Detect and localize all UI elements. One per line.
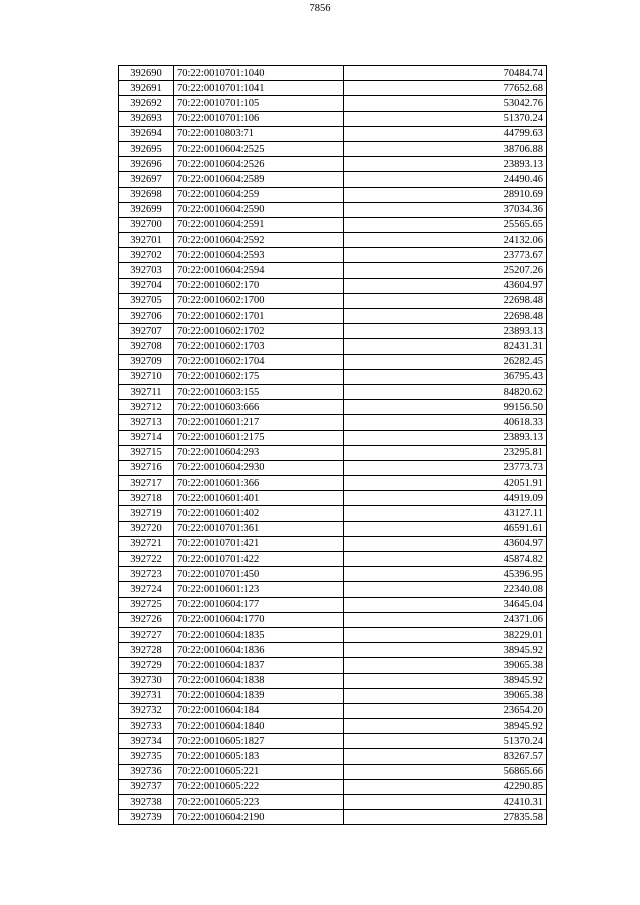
cadastral-number-cell: 70:22:0010605:1827 — [174, 734, 344, 749]
cadastral-number-cell: 70:22:0010604:177 — [174, 597, 344, 612]
table-body — [119, 66, 547, 825]
table-row — [119, 66, 547, 81]
cadastral-number-cell: 70:22:0010604:2526 — [174, 157, 344, 172]
value-cell: 22698.48 — [344, 293, 547, 308]
value-cell: 43604.97 — [344, 278, 547, 293]
row-number-cell: 392729 — [119, 658, 174, 673]
cadastral-number-cell: 70:22:0010601:123 — [174, 582, 344, 597]
value-cell: 23893.13 — [344, 157, 547, 172]
table-row — [119, 521, 547, 536]
row-number-cell: 392722 — [119, 552, 174, 567]
value-cell: 56865.66 — [344, 764, 547, 779]
value-cell: 99156.50 — [344, 400, 547, 415]
cadastral-number-cell: 70:22:0010701:450 — [174, 567, 344, 582]
cadastral-number-cell: 70:22:0010602:1702 — [174, 324, 344, 339]
row-number-cell: 392695 — [119, 141, 174, 156]
cadastral-number-cell: 70:22:0010604:2590 — [174, 202, 344, 217]
value-cell: 40618.33 — [344, 415, 547, 430]
table-row — [119, 460, 547, 475]
row-number-cell: 392706 — [119, 309, 174, 324]
table-row — [119, 795, 547, 810]
value-cell: 46591.61 — [344, 521, 547, 536]
cadastral-number-cell: 70:22:0010602:1703 — [174, 339, 344, 354]
value-cell: 38706.88 — [344, 141, 547, 156]
cadastral-number-cell: 70:22:0010701:1040 — [174, 66, 344, 81]
row-number-cell: 392726 — [119, 612, 174, 627]
row-number-cell: 392708 — [119, 339, 174, 354]
row-number-cell: 392732 — [119, 703, 174, 718]
cadastral-number-cell: 70:22:0010605:222 — [174, 779, 344, 794]
value-cell: 38945.92 — [344, 643, 547, 658]
cadastral-number-cell: 70:22:0010602:1700 — [174, 293, 344, 308]
table-row — [119, 703, 547, 718]
value-cell: 22698.48 — [344, 309, 547, 324]
value-cell: 23893.13 — [344, 430, 547, 445]
row-number-cell: 392712 — [119, 400, 174, 415]
row-number-cell: 392731 — [119, 688, 174, 703]
cadastral-number-cell: 70:22:0010604:259 — [174, 187, 344, 202]
table-row — [119, 673, 547, 688]
row-number-cell: 392721 — [119, 536, 174, 551]
cadastral-number-cell: 70:22:0010601:366 — [174, 476, 344, 491]
row-number-cell: 392691 — [119, 81, 174, 96]
cadastral-number-cell: 70:22:0010601:217 — [174, 415, 344, 430]
row-number-cell: 392704 — [119, 278, 174, 293]
value-cell: 23654.20 — [344, 703, 547, 718]
row-number-cell: 392719 — [119, 506, 174, 521]
table-row — [119, 476, 547, 491]
cadastral-number-cell: 70:22:0010601:401 — [174, 491, 344, 506]
value-cell: 23773.73 — [344, 460, 547, 475]
row-number-cell: 392697 — [119, 172, 174, 187]
cadastral-number-cell: 70:22:0010601:2175 — [174, 430, 344, 445]
value-cell: 23773.67 — [344, 248, 547, 263]
value-cell: 23893.13 — [344, 324, 547, 339]
cadastral-number-cell: 70:22:0010701:361 — [174, 521, 344, 536]
table-row — [119, 309, 547, 324]
value-cell: 38229.01 — [344, 627, 547, 642]
table-row — [119, 688, 547, 703]
table-row — [119, 552, 547, 567]
table-row — [119, 141, 547, 156]
table-row — [119, 263, 547, 278]
row-number-cell: 392693 — [119, 111, 174, 126]
row-number-cell: 392700 — [119, 217, 174, 232]
cadastral-number-cell: 70:22:0010605:221 — [174, 764, 344, 779]
table-row — [119, 536, 547, 551]
table-row — [119, 187, 547, 202]
table-row — [119, 749, 547, 764]
table-row — [119, 491, 547, 506]
value-cell: 38945.92 — [344, 673, 547, 688]
row-number-cell: 392730 — [119, 673, 174, 688]
value-cell: 43127.11 — [344, 506, 547, 521]
row-number-cell: 392723 — [119, 567, 174, 582]
cadastral-number-cell: 70:22:0010604:1839 — [174, 688, 344, 703]
row-number-cell: 392701 — [119, 233, 174, 248]
row-number-cell: 392716 — [119, 460, 174, 475]
value-cell: 38945.92 — [344, 719, 547, 734]
table-row — [119, 430, 547, 445]
value-cell: 43604.97 — [344, 536, 547, 551]
table-row — [119, 157, 547, 172]
row-number-cell: 392738 — [119, 795, 174, 810]
table-row — [119, 506, 547, 521]
table-row — [119, 202, 547, 217]
cadastral-number-cell: 70:22:0010604:1838 — [174, 673, 344, 688]
value-cell: 28910.69 — [344, 187, 547, 202]
value-cell: 39065.38 — [344, 688, 547, 703]
value-cell: 25565.65 — [344, 217, 547, 232]
row-number-cell: 392734 — [119, 734, 174, 749]
value-cell: 23295.81 — [344, 445, 547, 460]
cadastral-number-cell: 70:22:0010604:184 — [174, 703, 344, 718]
table-row — [119, 354, 547, 369]
cadastral-number-cell: 70:22:0010701:1041 — [174, 81, 344, 96]
row-number-cell: 392718 — [119, 491, 174, 506]
row-number-cell: 392733 — [119, 719, 174, 734]
cadastral-number-cell: 70:22:0010602:175 — [174, 369, 344, 384]
cadastral-number-cell: 70:22:0010604:1837 — [174, 658, 344, 673]
row-number-cell: 392705 — [119, 293, 174, 308]
value-cell: 42290.85 — [344, 779, 547, 794]
value-cell: 51370.24 — [344, 734, 547, 749]
cadastral-number-cell: 70:22:0010604:2591 — [174, 217, 344, 232]
value-cell: 51370.24 — [344, 111, 547, 126]
table-row — [119, 172, 547, 187]
value-cell: 70484.74 — [344, 66, 547, 81]
table-row — [119, 384, 547, 399]
value-cell: 77652.68 — [344, 81, 547, 96]
table-row — [119, 810, 547, 825]
row-number-cell: 392717 — [119, 476, 174, 491]
value-cell: 36795.43 — [344, 369, 547, 384]
table-row — [119, 415, 547, 430]
cadastral-number-cell: 70:22:0010701:422 — [174, 552, 344, 567]
table-row — [119, 96, 547, 111]
table-row — [119, 111, 547, 126]
row-number-cell: 392735 — [119, 749, 174, 764]
cadastral-number-cell: 70:22:0010701:106 — [174, 111, 344, 126]
value-cell: 44919.09 — [344, 491, 547, 506]
value-cell: 82431.31 — [344, 339, 547, 354]
cadastral-number-cell: 70:22:0010604:2592 — [174, 233, 344, 248]
table-row — [119, 627, 547, 642]
row-number-cell: 392707 — [119, 324, 174, 339]
value-cell: 53042.76 — [344, 96, 547, 111]
value-cell: 22340.08 — [344, 582, 547, 597]
row-number-cell: 392698 — [119, 187, 174, 202]
row-number-cell: 392724 — [119, 582, 174, 597]
row-number-cell: 392720 — [119, 521, 174, 536]
cadastral-number-cell: 70:22:0010602:170 — [174, 278, 344, 293]
row-number-cell: 392737 — [119, 779, 174, 794]
table-row — [119, 324, 547, 339]
table-row — [119, 779, 547, 794]
value-cell: 42051.91 — [344, 476, 547, 491]
cadastral-number-cell: 70:22:0010604:2589 — [174, 172, 344, 187]
row-number-cell: 392714 — [119, 430, 174, 445]
table-row — [119, 658, 547, 673]
table-row — [119, 567, 547, 582]
cadastral-number-cell: 70:22:0010604:1840 — [174, 719, 344, 734]
cadastral-number-cell: 70:22:0010601:402 — [174, 506, 344, 521]
table-row — [119, 126, 547, 141]
data-table — [118, 65, 547, 825]
row-number-cell: 392702 — [119, 248, 174, 263]
value-cell: 44799.63 — [344, 126, 547, 141]
row-number-cell: 392727 — [119, 627, 174, 642]
table-row — [119, 612, 547, 627]
cadastral-number-cell: 70:22:0010605:183 — [174, 749, 344, 764]
value-cell: 45396.95 — [344, 567, 547, 582]
table-row — [119, 597, 547, 612]
value-cell: 84820.62 — [344, 384, 547, 399]
row-number-cell: 392696 — [119, 157, 174, 172]
table-row — [119, 278, 547, 293]
cadastral-number-cell: 70:22:0010604:293 — [174, 445, 344, 460]
value-cell: 45874.82 — [344, 552, 547, 567]
cadastral-number-cell: 70:22:0010604:1770 — [174, 612, 344, 627]
row-number-cell: 392710 — [119, 369, 174, 384]
row-number-cell: 392690 — [119, 66, 174, 81]
row-number-cell: 392725 — [119, 597, 174, 612]
cadastral-number-cell: 70:22:0010605:223 — [174, 795, 344, 810]
table-row — [119, 339, 547, 354]
table-row — [119, 217, 547, 232]
row-number-cell: 392715 — [119, 445, 174, 460]
cadastral-number-cell: 70:22:0010604:2593 — [174, 248, 344, 263]
table-row — [119, 400, 547, 415]
value-cell: 24371.06 — [344, 612, 547, 627]
value-cell: 27835.58 — [344, 810, 547, 825]
row-number-cell: 392699 — [119, 202, 174, 217]
value-cell: 24132.06 — [344, 233, 547, 248]
row-number-cell: 392703 — [119, 263, 174, 278]
cadastral-number-cell: 70:22:0010603:155 — [174, 384, 344, 399]
cadastral-number-cell: 70:22:0010604:1835 — [174, 627, 344, 642]
value-cell: 42410.31 — [344, 795, 547, 810]
cadastral-number-cell: 70:22:0010701:421 — [174, 536, 344, 551]
cadastral-number-cell: 70:22:0010604:2525 — [174, 141, 344, 156]
table-row — [119, 248, 547, 263]
value-cell: 37034.36 — [344, 202, 547, 217]
cadastral-number-cell: 70:22:0010602:1701 — [174, 309, 344, 324]
table-row — [119, 293, 547, 308]
row-number-cell: 392711 — [119, 384, 174, 399]
value-cell: 26282.45 — [344, 354, 547, 369]
table-row — [119, 81, 547, 96]
table-row — [119, 734, 547, 749]
table-row — [119, 445, 547, 460]
value-cell: 24490.46 — [344, 172, 547, 187]
value-cell: 39065.38 — [344, 658, 547, 673]
table-row — [119, 719, 547, 734]
row-number-cell: 392709 — [119, 354, 174, 369]
table-row — [119, 643, 547, 658]
table-row — [119, 369, 547, 384]
cadastral-number-cell: 70:22:0010603:666 — [174, 400, 344, 415]
table-row — [119, 582, 547, 597]
cadastral-number-cell: 70:22:0010602:1704 — [174, 354, 344, 369]
row-number-cell: 392736 — [119, 764, 174, 779]
row-number-cell: 392728 — [119, 643, 174, 658]
value-cell: 83267.57 — [344, 749, 547, 764]
table-row — [119, 233, 547, 248]
cadastral-number-cell: 70:22:0010604:1836 — [174, 643, 344, 658]
cadastral-number-cell: 70:22:0010701:105 — [174, 96, 344, 111]
page-number: 7856 — [309, 3, 331, 14]
row-number-cell: 392713 — [119, 415, 174, 430]
value-cell: 25207.26 — [344, 263, 547, 278]
row-number-cell: 392739 — [119, 810, 174, 825]
value-cell: 34645.04 — [344, 597, 547, 612]
row-number-cell: 392694 — [119, 126, 174, 141]
cadastral-number-cell: 70:22:0010604:2930 — [174, 460, 344, 475]
table-row — [119, 764, 547, 779]
cadastral-number-cell: 70:22:0010604:2190 — [174, 810, 344, 825]
cadastral-number-cell: 70:22:0010803:71 — [174, 126, 344, 141]
cadastral-number-cell: 70:22:0010604:2594 — [174, 263, 344, 278]
row-number-cell: 392692 — [119, 96, 174, 111]
